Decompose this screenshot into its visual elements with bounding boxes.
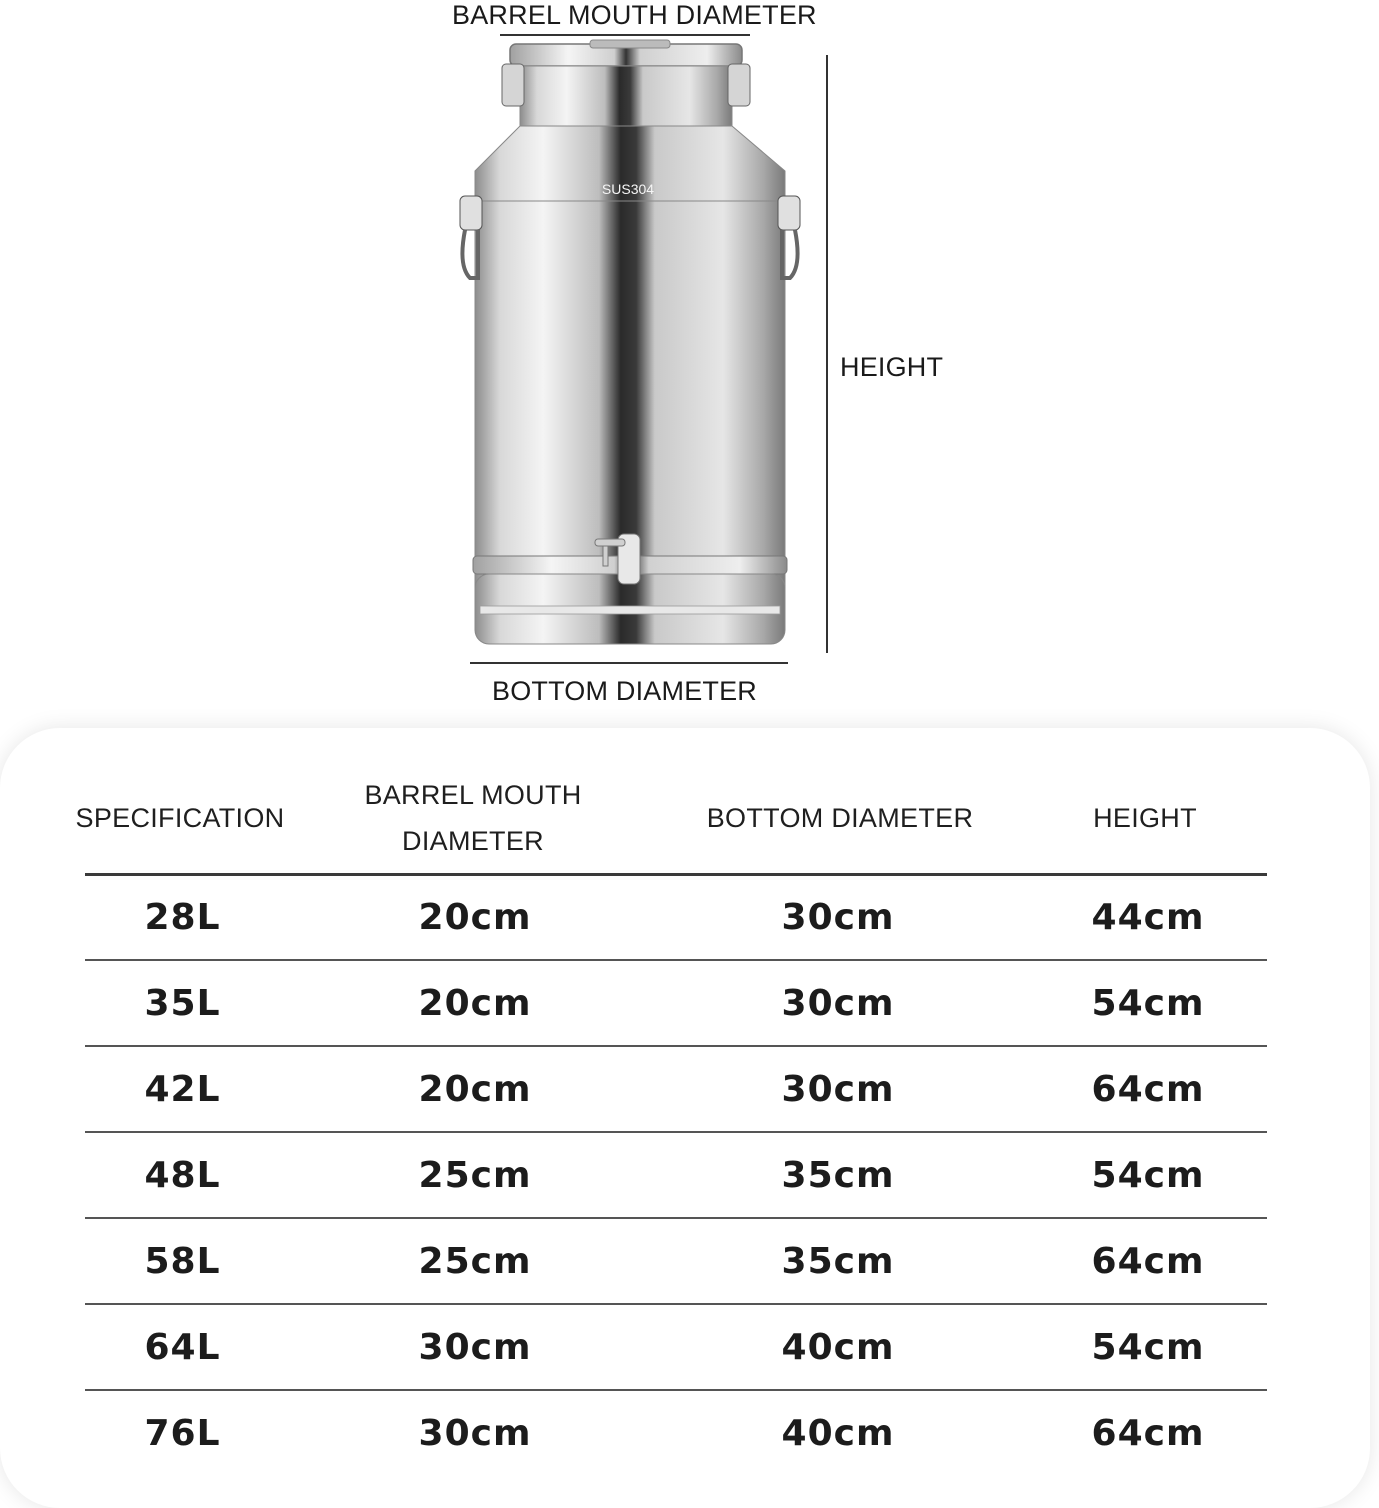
cell-height: 44cm — [1091, 897, 1205, 938]
cell-spec: 28L — [144, 897, 221, 938]
header-mouth-diameter — [335, 772, 611, 864]
table-row — [85, 1391, 1267, 1477]
header-height: HEIGHT — [1093, 803, 1197, 833]
table-row — [85, 1219, 1267, 1305]
header-mouth-line1: BARREL MOUTH — [364, 780, 582, 810]
cell-bottom: 35cm — [781, 1241, 895, 1282]
cell-spec: 48L — [144, 1155, 221, 1196]
table-row — [85, 1133, 1267, 1219]
cell-spec: 76L — [144, 1413, 221, 1454]
cell-mouth: 25cm — [418, 1241, 532, 1282]
cell-height: 54cm — [1091, 1155, 1205, 1196]
cell-mouth: 30cm — [418, 1413, 532, 1454]
cell-height: 64cm — [1091, 1241, 1205, 1282]
cell-bottom: 30cm — [781, 1069, 895, 1110]
cell-bottom: 35cm — [781, 1155, 895, 1196]
cell-mouth: 20cm — [418, 897, 532, 938]
cell-mouth: 30cm — [418, 1327, 532, 1368]
cell-bottom: 40cm — [781, 1413, 895, 1454]
sus304-marking: SUS304 — [601, 181, 655, 197]
cell-bottom: 40cm — [781, 1327, 895, 1368]
cell-height: 64cm — [1091, 1413, 1205, 1454]
cell-spec: 64L — [144, 1327, 221, 1368]
table-row — [85, 961, 1267, 1047]
cell-bottom: 30cm — [781, 897, 895, 938]
cell-height: 64cm — [1091, 1069, 1205, 1110]
table-header — [0, 770, 1379, 870]
header-bottom-diameter: BOTTOM DIAMETER — [706, 803, 974, 833]
height-label: HEIGHT — [840, 352, 944, 382]
header-specification: SPECIFICATION — [75, 803, 285, 833]
milk-can-image — [440, 36, 810, 656]
cell-height: 54cm — [1091, 983, 1205, 1024]
cell-mouth: 25cm — [418, 1155, 532, 1196]
cell-spec: 58L — [144, 1241, 221, 1282]
cell-spec: 42L — [144, 1069, 221, 1110]
bottom-dimension-line — [470, 662, 788, 664]
table-row — [85, 875, 1267, 961]
header-mouth-line2: DIAMETER — [402, 826, 544, 856]
table-row — [85, 1047, 1267, 1133]
cell-spec: 35L — [144, 983, 221, 1024]
cell-height: 54cm — [1091, 1327, 1205, 1368]
mouth-diameter-label: BARREL MOUTH DIAMETER — [452, 0, 817, 30]
cell-mouth: 20cm — [418, 1069, 532, 1110]
bottom-diameter-label: BOTTOM DIAMETER — [492, 676, 758, 706]
height-dimension-line — [826, 55, 828, 653]
cell-bottom: 30cm — [781, 983, 895, 1024]
cell-mouth: 20cm — [418, 983, 532, 1024]
table-row — [85, 1305, 1267, 1391]
